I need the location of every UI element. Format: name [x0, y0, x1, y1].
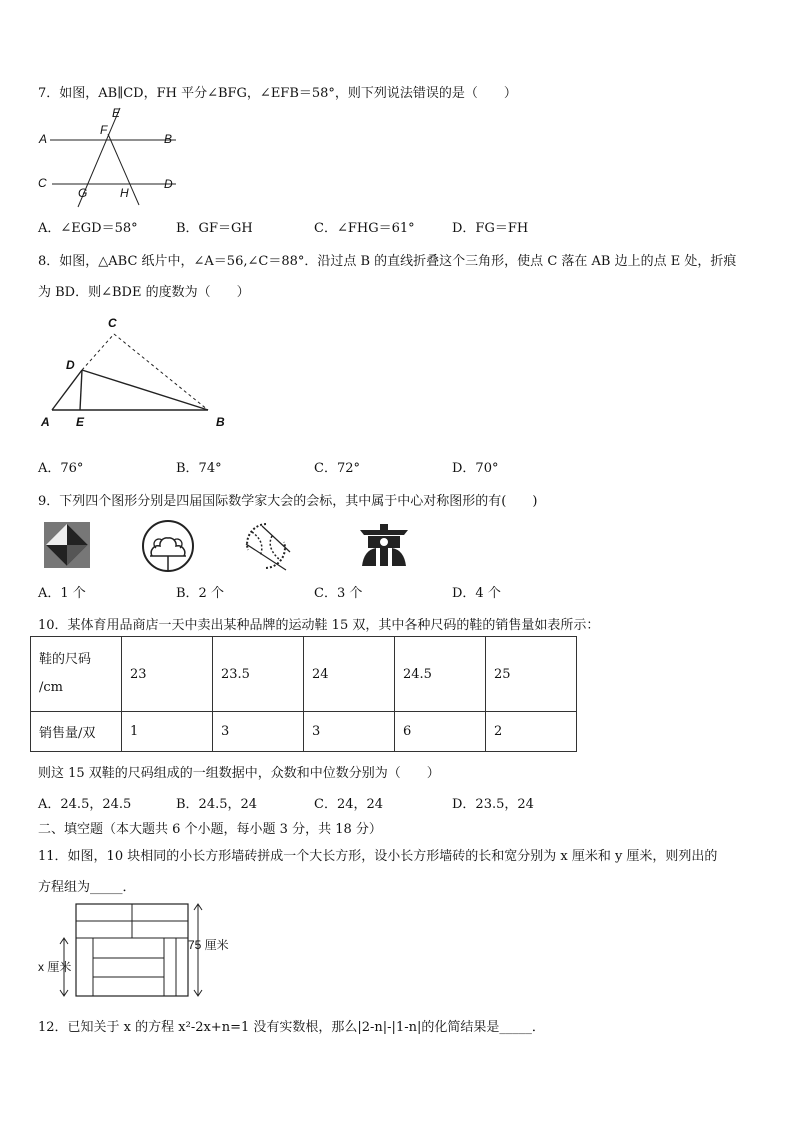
q7-label-a: A: [39, 132, 48, 146]
q7-options: [38, 217, 758, 237]
table-cell: 2: [486, 712, 577, 752]
q7-label-d: D: [164, 177, 173, 191]
q10-options: [38, 793, 758, 813]
q8-label-d: D: [66, 358, 75, 372]
q10-option-a[interactable]: A．24.5，24.5: [38, 797, 132, 812]
table-header-sales: 销售量/双: [31, 712, 122, 752]
q9-options: [38, 582, 758, 602]
q8-label-b: B: [216, 415, 225, 429]
table-cell: 23.5: [213, 637, 304, 712]
shoe-size-table: [30, 636, 577, 752]
q8-label-e: E: [76, 415, 85, 429]
section-title: 二、填空题（本大题共 6 个小题，每小题 3 分，共 18 分）: [38, 822, 382, 837]
table-cell: 24: [304, 637, 395, 712]
q8-option-a[interactable]: A．76°: [38, 461, 84, 476]
q9-option-c[interactable]: C．3 个: [314, 586, 363, 601]
q7-option-a[interactable]: A．∠EGD＝58°: [38, 221, 138, 236]
q10-option-b[interactable]: B．24.5，24: [176, 797, 258, 812]
q10-option-d[interactable]: D．23.5，24: [452, 797, 534, 812]
q7-option-d[interactable]: D．FG＝FH: [452, 221, 529, 236]
table-row: [31, 712, 577, 752]
q9-logo-3-icon: [238, 518, 294, 574]
q9-option-b[interactable]: B．2 个: [176, 586, 224, 601]
q7-label-b: B: [164, 132, 173, 146]
q8-label-c: C: [108, 316, 117, 330]
q11-label-75: 75 厘米: [188, 938, 229, 952]
q7-label-c: C: [38, 176, 47, 190]
table-cell: 24.5: [395, 637, 486, 712]
q8-option-b[interactable]: B．74°: [176, 461, 222, 476]
q9-logo-1-icon: [42, 520, 92, 570]
q7-label-f: F: [100, 123, 108, 137]
q11-stem-line2: 方程组为_____．: [38, 880, 136, 895]
q8-options: [38, 457, 758, 477]
q8-option-c[interactable]: C．72°: [314, 461, 360, 476]
q8-stem-line1: 8．如图，△ABC 纸片中，∠A＝56,∠C＝88°．沿过点 B 的直线折叠这个三角形，使点 C 落在 AB 边上的点 E 处，折痕: [38, 254, 737, 269]
q10-option-c[interactable]: C．24，24: [314, 797, 384, 812]
q7-figure: [36, 104, 186, 210]
q11-stem-line1: 11．如图，10 块相同的小长方形墙砖拼成一个大长方形，设小长方形墙砖的长和宽分别为 x 厘米和 y 厘米，则列出的: [38, 849, 718, 864]
q12-stem: 12．已知关于 x 的方程 x²-2x+n=1 没有实数根，那么|2-n|-|1-n|的化简结果是_____．: [38, 1020, 545, 1035]
q7-label-g: G: [78, 186, 88, 200]
q8-option-d[interactable]: D．70°: [452, 461, 499, 476]
table-cell: 6: [395, 712, 486, 752]
size-header-line2: /cm: [39, 680, 63, 695]
q7-stem: 7．如图，AB∥CD，FH 平分∠BFG，∠EFB＝58°，则下列说法错误的是（ ）: [38, 86, 517, 101]
q7-option-b[interactable]: B．GF＝GH: [176, 221, 253, 236]
q9-option-d[interactable]: D．4 个: [452, 586, 501, 601]
q7-label-h: H: [120, 186, 129, 200]
q11-label-x: x 厘米: [38, 960, 72, 974]
q9-logo-2-icon: [140, 518, 196, 574]
table-header-size: [31, 637, 122, 712]
q9-logo-4-icon: [356, 518, 412, 574]
size-header-line1: 鞋的尺码: [39, 652, 92, 667]
q9-option-a[interactable]: A．1 个: [38, 586, 86, 601]
table-cell: 23: [122, 637, 213, 712]
q8-label-a: A: [41, 415, 50, 429]
q9-stem: 9．下列四个图形分别是四届国际数学家大会的会标，其中属于中心对称图形的有( ): [38, 494, 538, 509]
table-row: [31, 637, 577, 712]
table-cell: 1: [122, 712, 213, 752]
table-cell: 3: [304, 712, 395, 752]
q8-figure: [36, 312, 236, 442]
q10-stem: 10．某体育用品商店一天中卖出某种品牌的运动鞋 15 双，其中各种尺码的鞋的销售量如表所示：: [38, 618, 600, 633]
table-cell: 3: [213, 712, 304, 752]
q7-label-e: E: [112, 106, 121, 120]
q11-figure: [36, 896, 246, 1002]
q10-followup: 则这 15 双鞋的尺码组成的一组数据中，众数和中位数分别为（ ）: [38, 766, 440, 781]
q7-option-c[interactable]: C．∠FHG＝61°: [314, 221, 415, 236]
q8-stem-line2: 为 BD．则∠BDE 的度数为（ ）: [38, 285, 250, 300]
table-cell: 25: [486, 637, 577, 712]
